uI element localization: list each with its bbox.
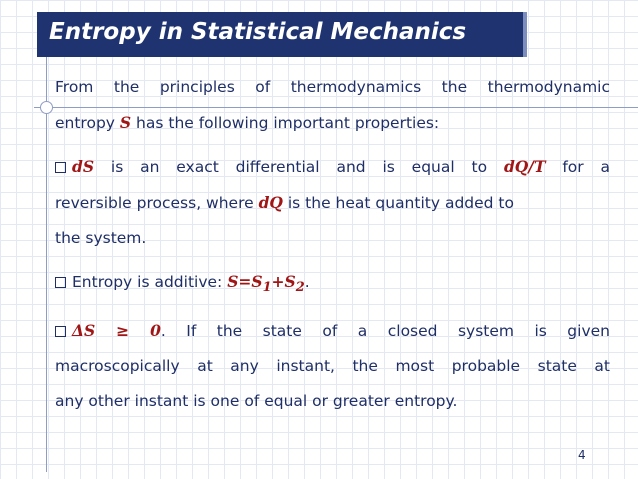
intro-line-2: entropy S has the following important properties: [55, 113, 440, 132]
vertical-rule [46, 57, 47, 472]
bullet-3-line-1: ΔS ≥ 0. If the state of a closed system is given [55, 313, 610, 349]
bullet-2: Entropy is additive: $S=S_1+S_2$. [55, 264, 610, 305]
delta-s-symbol: ΔS ≥ 0 [72, 321, 161, 341]
checkbox-bullet-icon [55, 162, 66, 173]
bullet-1-line-2: reversible process, where dQ is the heat quantity added to [55, 193, 514, 212]
additive-formula: $S=S_1+S_2$ [227, 272, 305, 296]
ds-symbol: dS [72, 157, 95, 176]
intro-line-1: From the principles of thermodynamics the thermodynamic [55, 78, 610, 96]
slide-title: Entropy in Statistical Mechanics [49, 19, 467, 45]
dq-over-t-symbol: dQ/T [503, 157, 546, 176]
slide-body [55, 70, 610, 419]
title-accent-bar [523, 12, 527, 57]
checkbox-bullet-icon [55, 326, 66, 337]
bullet-3-line-3: any other instant is one of equal or greater entropy. [55, 392, 458, 411]
entropy-symbol: S [119, 113, 132, 132]
bullet-1-line-1: dS is an exact differential and is equal to dQ/T for a [55, 149, 610, 185]
crosshair-ornament [40, 101, 53, 114]
bullet-1-line-3: the system. [55, 229, 147, 247]
bullet-3-line-2: macroscopically at any instant, the most probable state at [55, 357, 610, 376]
title-bar [37, 12, 523, 57]
checkbox-bullet-icon [55, 277, 66, 288]
page-number: 4 [578, 448, 586, 462]
dq-symbol: dQ [258, 193, 283, 212]
